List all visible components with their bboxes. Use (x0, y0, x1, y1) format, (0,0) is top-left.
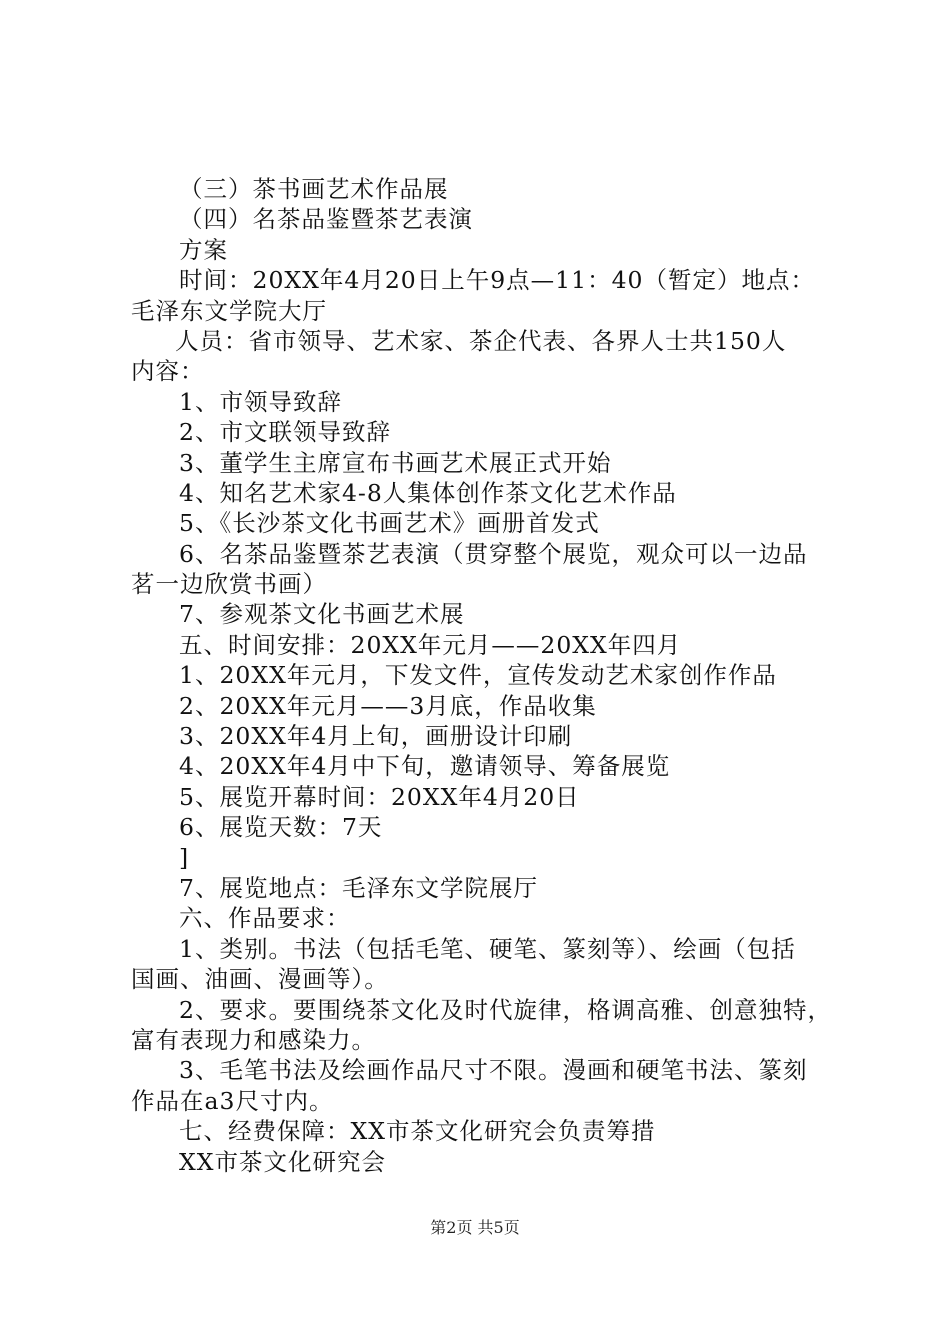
list-item-continuation: 富有表现力和感染力。 (131, 1025, 376, 1054)
list-item: 4、20XX年4月中下旬，邀请领导、筹备展览 (179, 752, 671, 781)
list-item: 3、20XX年4月上旬，画册设计印刷 (179, 722, 573, 751)
list-item: 5、展览开幕时间：20XX年4月20日 (179, 782, 580, 811)
list-item: 7、参观茶文化书画艺术展 (179, 600, 465, 629)
paragraph-line: 方案 (179, 235, 228, 264)
section-heading: （三）茶书画艺术作品展 (179, 175, 449, 203)
list-item: 6、名茶品鉴暨茶艺表演（贯穿整个展览，观众可以一边品 (179, 539, 808, 568)
list-item: 2、20XX年元月——3月底，作品收集 (179, 691, 597, 720)
list-item: 5、《长沙茶文化书画艺术》画册首发式 (179, 509, 600, 538)
list-item: 3、董学生主席宣布书画艺术展正式开始 (179, 448, 612, 477)
list-item-continuation: 作品在a3尺寸内。 (131, 1086, 334, 1115)
section-heading: （四）名茶品鉴暨茶艺表演 (179, 205, 473, 234)
list-item-continuation: 茗一边欣赏书画） (131, 570, 327, 599)
list-item: 6、展览天数：7天 (179, 813, 383, 842)
section-heading: 六、作品要求： (179, 904, 351, 933)
list-item: 4、知名艺术家4-8人集体创作茶文化艺术作品 (179, 478, 677, 507)
signature-line: XX市茶文化研究会 (179, 1147, 386, 1176)
list-item: 2、要求。要围绕茶文化及时代旋律，格调高雅、创意独特， (179, 995, 832, 1024)
paragraph-line: 毛泽东文学院大厅 (131, 296, 327, 325)
list-item: 1、市领导致辞 (179, 387, 342, 416)
paragraph-line: 人员：省市领导、艺术家、茶企代表、各界人士共150人 (175, 326, 787, 355)
section-heading: 五、时间安排：20XX年元月——20XX年四月 (179, 630, 682, 659)
page-number-footer: 第2页 共5页 (430, 1218, 520, 1237)
list-item: 1、类别。书法（包括毛笔、硬笔、篆刻等）、绘画（包括 (179, 934, 796, 963)
stray-bracket: ] (179, 843, 190, 872)
document-body (131, 174, 831, 1177)
list-item: 1、20XX年元月，下发文件，宣传发动艺术家创作作品 (179, 661, 777, 690)
list-item-continuation: 国画、油画、漫画等）。 (131, 965, 389, 994)
paragraph-line: 时间：20XX年4月20日上午9点—11：40（暂定）地点： (179, 266, 815, 295)
list-item: 7、展览地点：毛泽东文学院展厅 (179, 873, 538, 902)
paragraph-line: 内容： (131, 357, 205, 386)
list-item: 2、市文联领导致辞 (179, 418, 391, 447)
list-item: 3、毛笔书法及绘画作品尺寸不限。漫画和硬笔书法、篆刻 (179, 1056, 808, 1085)
section-heading: 七、经费保障：XX市茶文化研究会负责筹措 (179, 1117, 656, 1146)
